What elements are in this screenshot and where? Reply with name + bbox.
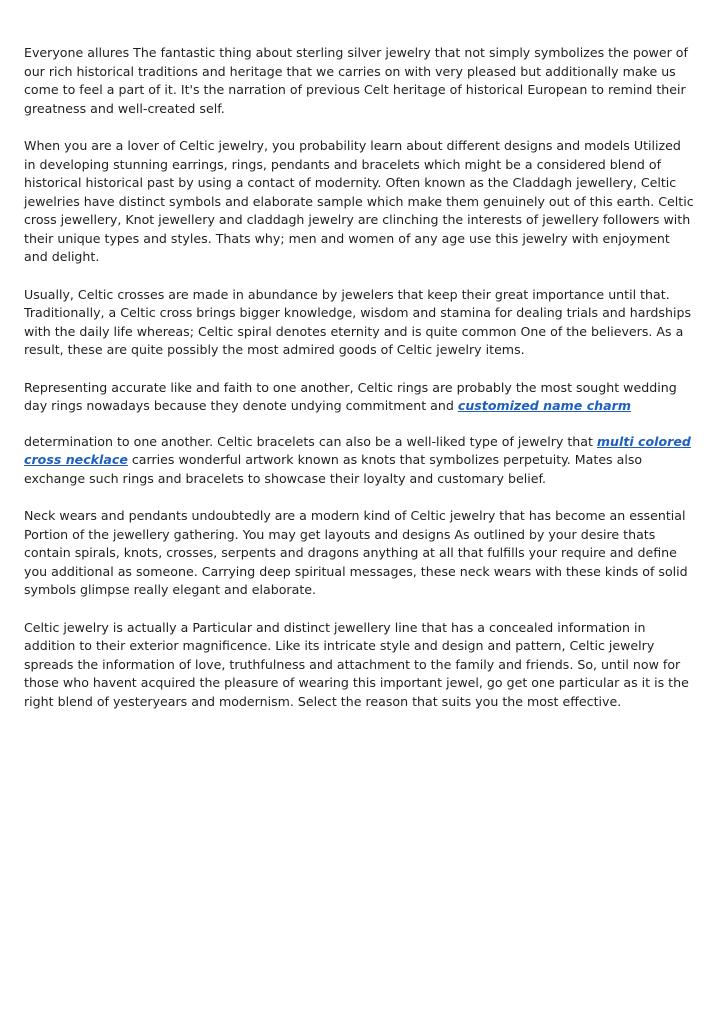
paragraph-5 <box>24 433 696 489</box>
paragraph-4-text: Representing accurate like and faith to one another, Celtic rings are probably the most sought wedding day rings nowadays because they denote undying commitment and <box>24 379 677 413</box>
paragraph-5-text-after: carries wonderful artwork known as knots that symbolizes perpetuity. Mates also exchange such rings and bracelets to showcase their loyalty and customary belief. <box>24 452 643 486</box>
paragraph-4 <box>24 379 696 416</box>
paragraph-2: When you are a lover of Celtic jewelry, you probability learn about different designs and models Utilized in developing stunning earrings, rings, pendants and bracelets which might be a considered blend of historical historical past by using a contact of modernity. Often known as the Claddagh jewellery, Celtic jewelries have distinct symbols and elaborate sample which make them genuinely out of this earth. Celtic cross jewellery, Knot jewellery and claddagh jewelry are clinching the interests of jewellery followers with their unique types and styles. Thats why; men and women of any age use this jewelry with enjoyment and delight. <box>24 138 694 264</box>
paragraph-5-text-before: determination to one another. Celtic bracelets can also be a well-liked type of jewelry that <box>24 433 597 449</box>
paragraph-3: Usually, Celtic crosses are made in abundance by jewelers that keep their great importance until that. Traditionally, a Celtic cross brings bigger knowledge, wisdom and stamina for dealing trials and hardships with the daily life whereas; Celtic spiral denotes eternity and is quite common One of the believers. As a result, these are quite possibly the most admired goods of Celtic jewelry items. <box>24 286 692 357</box>
paragraph-6: Neck wears and pendants undoubtedly are a modern kind of Celtic jewelry that has become an essential Portion of the jewellery gathering. You may get layouts and designs As outlined by your desire thats contain spirals, knots, crosses, serpents and dragons anything at all that fulfills your require and define you additional as someone. Carrying deep spiritual messages, these neck wears with these kinds of solid symbols glimpse really elegant and elaborate. <box>24 508 688 597</box>
multi-colored-cross-necklace-link[interactable]: multi colored cross necklace <box>24 433 691 467</box>
paragraph-1: Everyone allures The fantastic thing about sterling silver jewelry that not simply symbolizes the power of our rich historical traditions and heritage that we carries on with very pleased but additionally make us come to feel a part of it. It's the narration of previous Celt heritage of historical European to remind their greatness and well-created self. <box>24 45 688 116</box>
document-page <box>24 44 696 730</box>
customized-name-charm-link[interactable]: customized name charm <box>457 398 631 413</box>
paragraph-7: Celtic jewelry is actually a Particular and distinct jewellery line that has a concealed information in addition to their exterior magnificence. Like its intricate style and design and pattern, Celtic jewelry spreads the information of love, truthfulness and attachment to the family and friends. So, until now for those who havent acquired the pleasure of wearing this important jewel, go get one particular as it is the right blend of yesteryears and modernism. Select the reason that suits you the most effective. <box>24 619 689 709</box>
